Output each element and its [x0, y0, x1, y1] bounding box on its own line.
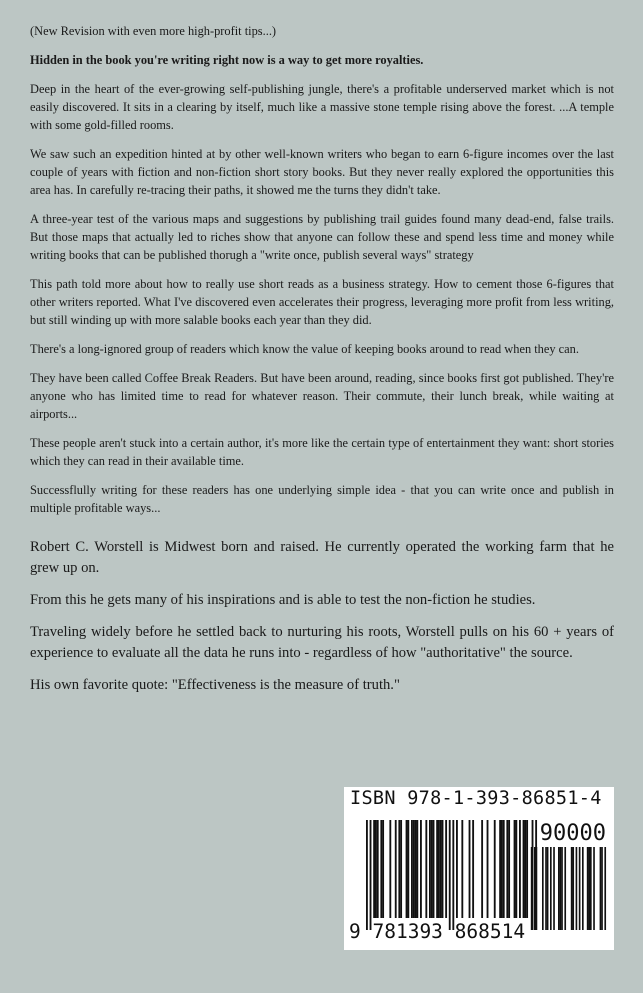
bio-paragraph: From this he gets many of his inspirations and is able to test the non-fiction he studies.	[30, 592, 536, 608]
back-cover-blurb	[30, 22, 614, 528]
price-code: 90000	[539, 821, 606, 846]
blurb-paragraph: Successflully writing for these readers has one underlying simple idea - that you can write once and publish in multiple profitable ways...	[30, 483, 614, 515]
blurb-paragraph: We saw such an expedition hinted at by other well-known writers who began to earn 6-figure incomes over the last couple of years with fiction and non-fiction short story books. But they never really explored the opportunities this area has. In carefully re-tracing their paths, it showed me the turns they didn't take.	[30, 147, 614, 197]
addon-bar	[534, 847, 536, 930]
addon-bar	[587, 847, 589, 930]
addon-bar	[550, 847, 552, 930]
addon-bar	[582, 847, 584, 930]
blurb-paragraph: A three-year test of the various maps and suggestions by publishing trail guides found many dead-end, false trails. But those maps that actually led to riches show that anyone can follow these and spend less time and money while writing books that can be published thorugh a "write once, publish several ways" strategy	[30, 212, 614, 262]
addon-bar	[531, 847, 533, 930]
favorite-quote: His own favorite quote: "Effectiveness is the measure of truth."	[30, 677, 400, 693]
addon-bar	[579, 847, 581, 930]
revision-note: (New Revision with even more high-profit tips...)	[30, 24, 277, 38]
addon-bar	[600, 847, 602, 930]
bio-paragraph: Robert C. Worstell is Midwest born and raised. He currently operated the working farm that he grew up on.	[30, 539, 614, 576]
addon-bar	[588, 847, 590, 930]
addon-bar	[560, 847, 562, 930]
ean-digits: 9 781393 868514	[349, 920, 526, 943]
addon-bar	[564, 847, 566, 930]
addon-bar	[576, 847, 578, 930]
addon-bar	[571, 847, 573, 930]
blurb-paragraph: They have been called Coffee Break Readers. But have been around, reading, since books first got published. They're anyone who has limited time to read for whatever reason. Their commute, their lunch break, while waiting at airports...	[30, 371, 614, 421]
bio-paragraph: Traveling widely before he settled back to nurturing his roots, Worstell pulls on his 60 + years of experience to evaluate all the data he runs into - regardless of how "authoritative" the source.	[30, 624, 614, 661]
headline: Hidden in the book you're writing right now is a way to get more royalties.	[30, 53, 424, 67]
addon-bar	[593, 847, 595, 930]
addon-bar	[553, 847, 555, 930]
addon-bar	[547, 847, 549, 930]
blurb-paragraph: Deep in the heart of the ever-growing self-publishing jungle, there's a profitable underserved market which is not easily discovered. It sits in a clearing by itself, much like a massive stone temple rising above the forest. ...A temple with some gold-filled rooms.	[30, 82, 614, 132]
author-bio	[30, 537, 614, 707]
addon-bar	[542, 847, 544, 930]
blurb-paragraph: These people aren't stuck into a certain author, it's more like the certain type of entertainment they want: short stories which they can read in their available time.	[30, 436, 614, 468]
addon-bar	[604, 847, 606, 930]
blurb-paragraph: This path told more about how to really use short reads as a business strategy. How to cement those 6-figures that other writers reported. What I've discovered even accelerates their progress, leveraging more profit from less writing, but still winding up with more salable books each year than they did.	[30, 277, 614, 327]
addon-bar	[536, 847, 538, 930]
isbn-label: ISBN 978-1-393-86851-4	[350, 788, 602, 809]
isbn-barcode	[344, 787, 614, 950]
addon-bar	[590, 847, 592, 930]
addon-bar	[558, 847, 560, 930]
addon-bar	[601, 847, 603, 930]
blurb-paragraph: There's a long-ignored group of readers which know the value of keeping books around to read when they can.	[30, 342, 579, 356]
addon-bar	[561, 847, 563, 930]
addon-bar	[572, 847, 574, 930]
addon-bar	[545, 847, 547, 930]
